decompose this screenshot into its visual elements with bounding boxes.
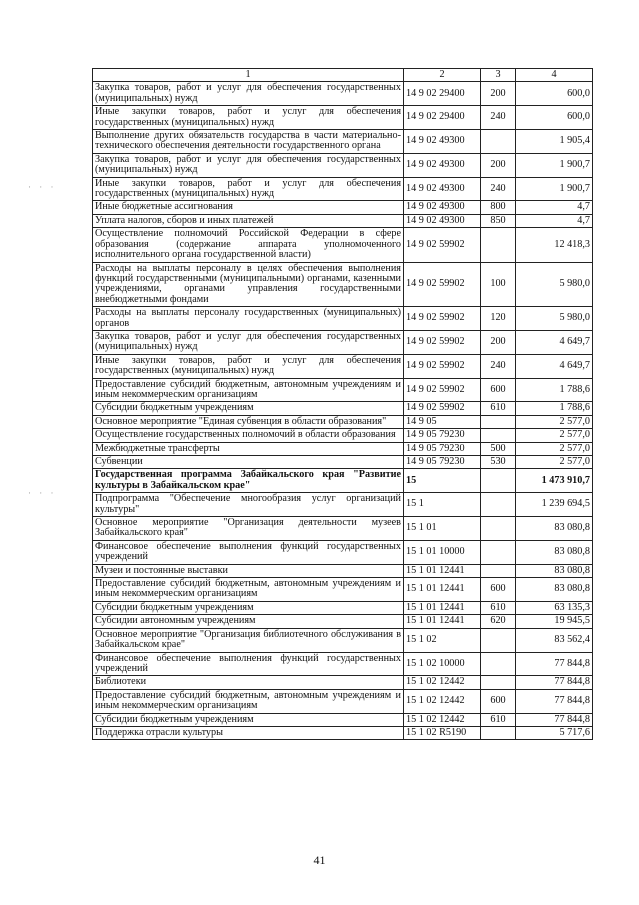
row-amount: 2 577,0 [516,429,593,442]
row-amount: 1 900,7 [516,153,593,177]
row-amount: 77 844,8 [516,652,593,676]
row-expense-type [481,228,516,262]
row-expense-type [481,493,516,517]
table-row [93,106,593,130]
row-amount: 1 900,7 [516,177,593,201]
row-name: Иные закупки товаров, работ и услуг для обеспечения государственных (муниципальных) нужд [93,106,404,130]
table-row [93,676,593,689]
table-row [93,689,593,713]
row-amount: 77 844,8 [516,713,593,726]
row-code: 14 9 02 29400 [404,82,481,106]
row-code: 14 9 02 49300 [404,214,481,227]
row-amount: 77 844,8 [516,676,593,689]
row-name: Закупка товаров, работ и услуг для обеспечения государственных (муниципальных) нужд [93,330,404,354]
table-header-row [93,69,593,82]
row-expense-type: 800 [481,201,516,214]
table-row [93,469,593,493]
row-name: Подпрограмма "Обеспечение многообразия услуг организаций культуры" [93,493,404,517]
row-name: Основное мероприятие "Организация библиотечного обслуживания в Забайкальском крае" [93,628,404,652]
row-name: Закупка товаров, работ и услуг для обеспечения государственных (муниципальных) нужд [93,82,404,106]
row-expense-type [481,540,516,564]
row-code: 14 9 02 59902 [404,354,481,378]
row-code: 15 1 [404,493,481,517]
row-expense-type: 100 [481,262,516,307]
table-row [93,415,593,428]
table-row [93,615,593,628]
table-row [93,177,593,201]
header-col-1: 1 [93,69,404,82]
row-code: 15 1 01 10000 [404,540,481,564]
row-amount: 83 080,8 [516,578,593,602]
table-row [93,228,593,262]
row-name: Субсидии бюджетным учреждениям [93,713,404,726]
table-row [93,201,593,214]
row-name: Финансовое обеспечение выполнения функций государственных учреждений [93,540,404,564]
row-amount: 5 980,0 [516,262,593,307]
row-name: Субсидии бюджетным учреждениям [93,601,404,614]
header-col-2: 2 [404,69,481,82]
row-amount: 63 135,3 [516,601,593,614]
scan-artifact: · · · [28,182,57,192]
row-name: Основное мероприятие "Единая субвенция в области образования" [93,415,404,428]
page-number: 41 [313,853,326,867]
table-row [93,493,593,517]
row-code: 15 1 02 12442 [404,713,481,726]
table-row [93,456,593,469]
row-expense-type: 600 [481,689,516,713]
row-name: Предоставление субсидий бюджетным, автономным учреждениям и иным некоммерческим организациям [93,578,404,602]
table-row [93,564,593,577]
row-code: 14 9 02 59902 [404,228,481,262]
row-name: Иные закупки товаров, работ и услуг для обеспечения государственных (муниципальных) нужд [93,354,404,378]
table-row [93,652,593,676]
row-amount: 83 080,8 [516,564,593,577]
row-expense-type [481,726,516,739]
row-name: Библиотеки [93,676,404,689]
table-row [93,354,593,378]
table-row [93,330,593,354]
table-row [93,378,593,402]
row-expense-type: 200 [481,82,516,106]
row-expense-type: 530 [481,456,516,469]
row-code: 14 9 02 49300 [404,201,481,214]
row-code: 15 1 02 10000 [404,652,481,676]
row-expense-type: 240 [481,354,516,378]
row-expense-type: 200 [481,330,516,354]
row-expense-type: 500 [481,442,516,455]
row-expense-type: 240 [481,106,516,130]
row-code: 15 1 02 [404,628,481,652]
budget-table [92,68,593,740]
row-name: Уплата налогов, сборов и иных платежей [93,214,404,227]
row-amount: 2 577,0 [516,456,593,469]
row-name: Государственная программа Забайкальского края "Развитие культуры в Забайкальском крае" [93,469,404,493]
row-name: Расходы на выплаты персоналу государственных (муниципальных) органов [93,307,404,331]
row-code: 14 9 02 59902 [404,378,481,402]
row-code: 15 1 02 R5190 [404,726,481,739]
row-expense-type: 200 [481,153,516,177]
row-amount: 5 717,6 [516,726,593,739]
row-amount: 12 418,3 [516,228,593,262]
row-name: Музеи и постоянные выставки [93,564,404,577]
row-code: 15 1 01 12441 [404,578,481,602]
table-row [93,601,593,614]
row-code: 14 9 05 79230 [404,456,481,469]
row-code: 14 9 05 79230 [404,429,481,442]
row-expense-type [481,517,516,541]
row-expense-type [481,652,516,676]
row-name: Осуществление государственных полномочий в области образования [93,429,404,442]
row-code: 15 [404,469,481,493]
row-expense-type: 120 [481,307,516,331]
row-amount: 1 473 910,7 [516,469,593,493]
row-expense-type [481,469,516,493]
row-code: 14 9 02 59902 [404,402,481,415]
row-name: Расходы на выплаты персоналу в целях обеспечения выполнения функций государственными (муниципальными) органами, казенными учреждениями, органами управления государственными внебюджетными фондами [93,262,404,307]
row-code: 14 9 02 59902 [404,330,481,354]
budget-table-body [93,69,593,740]
row-name: Основное мероприятие "Организация деятельности музеев Забайкальского края" [93,517,404,541]
row-expense-type: 240 [481,177,516,201]
row-code: 15 1 01 [404,517,481,541]
row-code: 15 1 01 12441 [404,564,481,577]
row-amount: 19 945,5 [516,615,593,628]
table-row [93,130,593,154]
row-name: Субвенции [93,456,404,469]
table-row [93,578,593,602]
row-name: Поддержка отрасли культуры [93,726,404,739]
table-row [93,713,593,726]
row-amount: 83 562,4 [516,628,593,652]
row-expense-type: 600 [481,378,516,402]
row-code: 14 9 02 59902 [404,307,481,331]
row-amount: 5 980,0 [516,307,593,331]
row-expense-type: 850 [481,214,516,227]
row-name: Иные бюджетные ассигнования [93,201,404,214]
table-row [93,307,593,331]
row-name: Выполнение других обязательств государства в части материально-технического обеспечения деятельности государственного органа [93,130,404,154]
row-amount: 1 788,6 [516,402,593,415]
row-name: Предоставление субсидий бюджетным, автономным учреждениям и иным некоммерческим организациям [93,378,404,402]
row-expense-type [481,564,516,577]
header-col-4: 4 [516,69,593,82]
row-amount: 4 649,7 [516,330,593,354]
row-amount: 2 577,0 [516,442,593,455]
table-row [93,214,593,227]
row-amount: 1 788,6 [516,378,593,402]
row-name: Закупка товаров, работ и услуг для обеспечения государственных (муниципальных) нужд [93,153,404,177]
row-expense-type: 610 [481,601,516,614]
row-code: 14 9 02 49300 [404,177,481,201]
row-name: Финансовое обеспечение выполнения функций государственных учреждений [93,652,404,676]
row-amount: 1 239 694,5 [516,493,593,517]
row-amount: 600,0 [516,106,593,130]
row-amount: 4 649,7 [516,354,593,378]
table-row [93,726,593,739]
row-code: 14 9 05 [404,415,481,428]
row-code: 14 9 02 49300 [404,153,481,177]
row-expense-type [481,676,516,689]
row-expense-type [481,415,516,428]
row-code: 15 1 01 12441 [404,601,481,614]
table-row [93,153,593,177]
row-expense-type: 620 [481,615,516,628]
table-row [93,442,593,455]
row-amount: 83 080,8 [516,517,593,541]
table-row [93,429,593,442]
row-code: 14 9 05 79230 [404,442,481,455]
row-expense-type [481,429,516,442]
row-amount: 1 905,4 [516,130,593,154]
row-expense-type [481,628,516,652]
row-code: 15 1 02 12442 [404,689,481,713]
row-expense-type: 610 [481,713,516,726]
row-expense-type: 610 [481,402,516,415]
row-amount: 4,7 [516,214,593,227]
row-amount: 77 844,8 [516,689,593,713]
header-col-3: 3 [481,69,516,82]
row-name: Предоставление субсидий бюджетным, автономным учреждениям и иным некоммерческим организациям [93,689,404,713]
row-name: Субсидии бюджетным учреждениям [93,402,404,415]
row-code: 14 9 02 59902 [404,262,481,307]
table-row [93,540,593,564]
row-name: Субсидии автономным учреждениям [93,615,404,628]
table-row [93,82,593,106]
row-amount: 83 080,8 [516,540,593,564]
row-name: Межбюджетные трансферты [93,442,404,455]
scan-artifact: · · · [28,488,57,498]
row-code: 15 1 02 12442 [404,676,481,689]
row-amount: 4,7 [516,201,593,214]
row-code: 14 9 02 49300 [404,130,481,154]
row-code: 14 9 02 29400 [404,106,481,130]
row-name: Иные закупки товаров, работ и услуг для обеспечения государственных (муниципальных) нужд [93,177,404,201]
row-expense-type [481,130,516,154]
row-name: Осуществление полномочий Российской Федерации в сфере образования (содержание аппарата уполномоченного исполнительного органа государственной власти) [93,228,404,262]
row-expense-type: 600 [481,578,516,602]
table-row [93,262,593,307]
table-row [93,517,593,541]
row-code: 15 1 01 12441 [404,615,481,628]
row-amount: 600,0 [516,82,593,106]
row-amount: 2 577,0 [516,415,593,428]
table-row [93,402,593,415]
table-row [93,628,593,652]
